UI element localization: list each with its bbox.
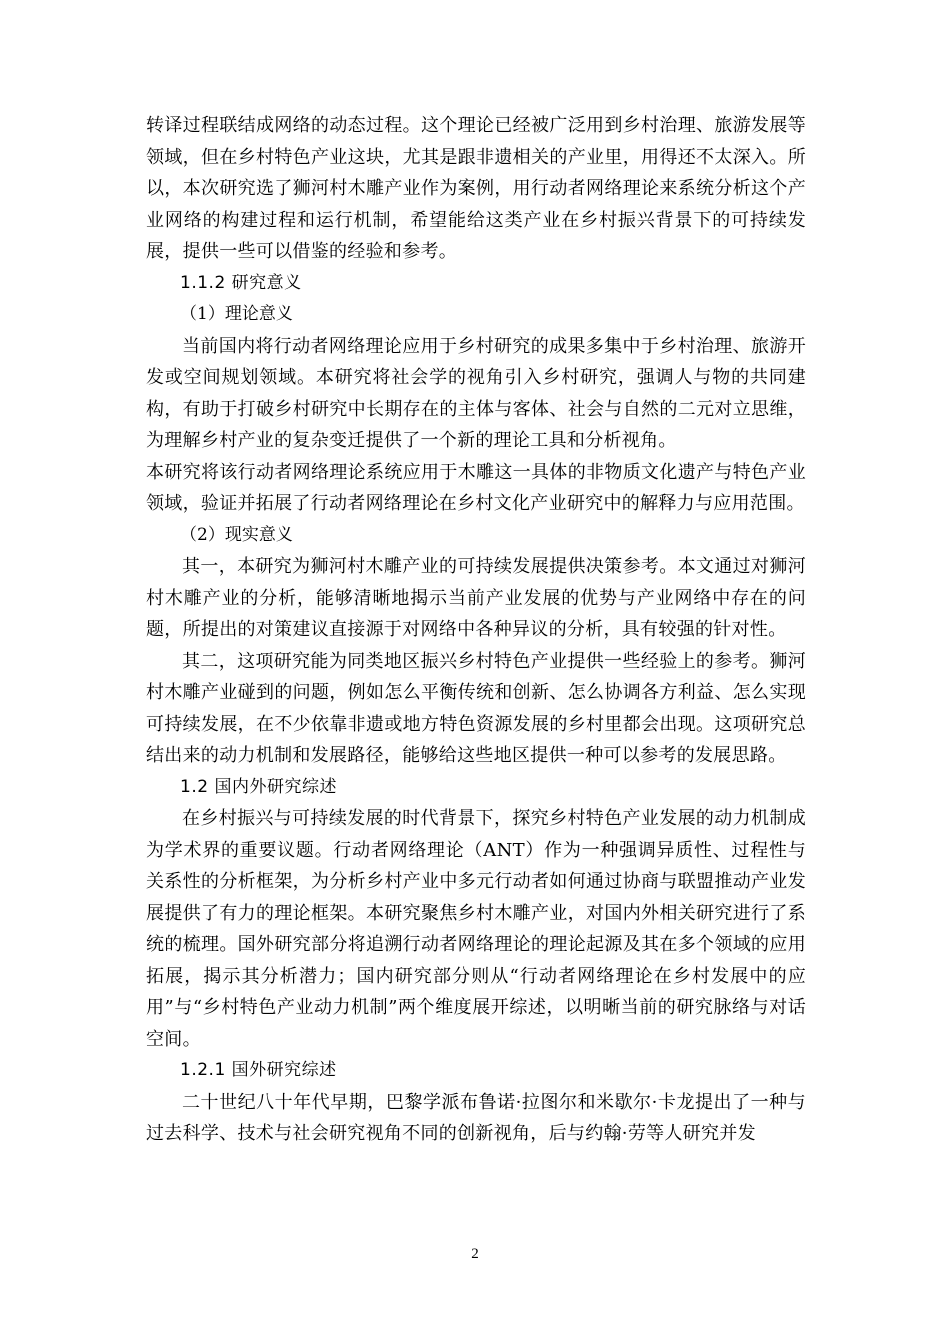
paragraph-theoretical-2: 本研究将该行动者网络理论系统应用于木雕这一具体的非物质文化遗产与特色产业领域，验证并拓展了行动者网络理论在乡村文化产业研究中的解释力与应用范围。 [146, 461, 806, 514]
paragraph-practical-1: 其一，本研究为狮河村木雕产业的可持续发展提供决策参考。本文通过对狮河村木雕产业的分析，能够清晰地揭示当前产业发展的优势与产业网络中存在的问题，所提出的对策建议直接源于对网络中各种异议的分析，具有较强的针对性。 [146, 556, 806, 640]
paragraph-practical-2: 其二，这项研究能为同类地区振兴乡村特色产业提供一些经验上的参考。狮河村木雕产业碰到的问题，例如怎么平衡传统和创新、怎么协调各方利益、怎么实现可持续发展，在不少依靠非遗或地方特色资源发展的乡村里都会出现。这项研究总结出来的动力机制和发展路径，能够给这些地区提供一种可以参考的发展思路。 [146, 650, 806, 766]
section-heading-literature-review: 1.2 国内外研究综述 [180, 776, 337, 797]
paragraph-background-end: 转译过程联结成网络的动态过程。这个理论已经被广泛用到乡村治理、旅游发展等领域，但在乡村特色产业这块，尤其是跟非遗相关的产业里，用得还不太深入。所以，本次研究选了狮河村木雕产业作为案例，用行动者网络理论来系统分析这个产业网络的构建过程和运行机制，希望能给这类产业在乡村振兴背景下的可持续发展，提供一些可以借鉴的经验和参考。 [146, 115, 806, 262]
section-heading-research-significance: 1.1.2 研究意义 [180, 272, 302, 293]
section-heading-foreign-review: 1.2.1 国外研究综述 [180, 1060, 337, 1080]
paragraph-literature-intro: 在乡村振兴与可持续发展的时代背景下，探究乡村特色产业发展的动力机制成为学术界的重要议题。行动者网络理论（ANT）作为一种强调异质性、过程性与关系性的分析框架，为分析乡村产业中多元行动者如何通过协商与联盟推动产业发展提供了有力的理论框架。本研究聚焦乡村木雕产业，对国内外相关研究进行了系统的梳理。国外研究部分将追溯行动者网络理论的理论起源及其在多个领域的应用拓展，揭示其分析潜力；国内研究部分则从“行动者网络理论在乡村发展中的应用”与“乡村特色产业动力机制”两个维度展开综述，以明晰当前的研究脉络与对话空间。 [146, 808, 806, 1050]
page-number: 2 [471, 1246, 479, 1262]
document-body [146, 110, 806, 1150]
subheading-practical-significance: （2）现实意义 [180, 524, 293, 545]
paragraph-theoretical-1: 当前国内将行动者网络理论应用于乡村研究的成果多集中于乡村治理、旅游开发或空间规划领域。本研究将社会学的视角引入乡村研究，强调人与物的共同建构，有助于打破乡村研究中长期存在的主体与客体、社会与自然的二元对立思维，为理解乡村产业的复杂变迁提供了一个新的理论工具和分析视角。 [146, 335, 806, 451]
subheading-theoretical-significance: （1）理论意义 [180, 304, 293, 324]
paragraph-foreign-review: 二十世纪八十年代早期，巴黎学派布鲁诺·拉图尔和米歇尔·卡龙提出了一种与过去科学、技术与社会研究视角不同的创新视角，后与约翰·劳等人研究并发 [146, 1091, 806, 1144]
